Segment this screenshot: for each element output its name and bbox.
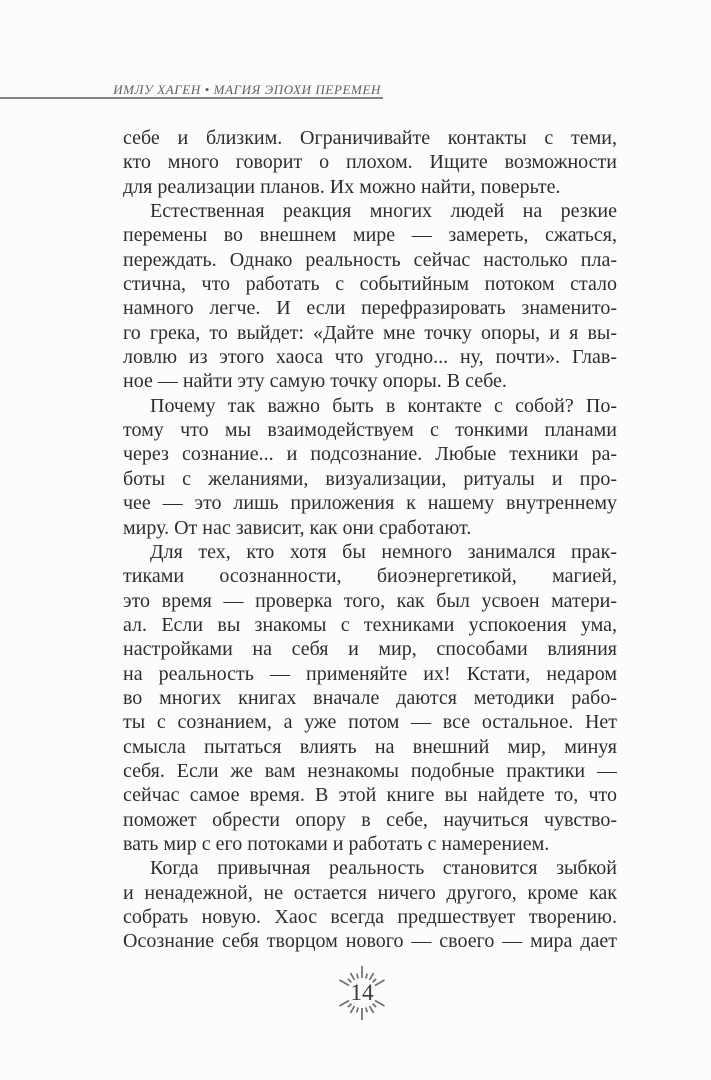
- text-line: тому что мы взаимодействуем с тонкими планами: [123, 419, 617, 442]
- text-line: ловлю из этого хаоса что угодно... ну, почти». Глав-: [123, 346, 617, 369]
- running-head: ИМЛУ ХАГЕН • МАГИЯ ЭПОХИ ПЕРЕМЕН: [113, 82, 381, 97]
- text-line: собрать новую. Хаос всегда предшествует творению.: [123, 906, 617, 928]
- text-line: сейчас самое время. В этой книге вы найдете то, что: [123, 784, 617, 807]
- page-footer: [325, 956, 399, 1030]
- text-line: Осознание себя творцом нового — своего — мира дает: [123, 930, 617, 953]
- text-line: Почему так важно быть в контакте с собой? По-: [150, 394, 617, 417]
- text-line: стична, что работать с событийным потоком стало: [123, 273, 617, 296]
- text-line: намного легче. И если перефразировать знаменито-: [123, 297, 617, 320]
- text-line: кто много говорит о плохом. Ищите возможности: [123, 151, 617, 174]
- text-line: чее — это лишь приложения к нашему внутреннему: [123, 492, 617, 515]
- text-line: Естественная реакция многих людей на резкие: [150, 200, 617, 223]
- header-rule: [0, 97, 383, 99]
- text-line: и ненадежной, не остается ничего другого, кроме как: [123, 881, 617, 904]
- text-line: Когда привычная реальность становится зыбкой: [150, 857, 617, 880]
- text-line: себе и близким. Ограничивайте контакты с теми,: [123, 127, 617, 149]
- text-line: смысла пытаться влиять на внешний мир, минуя: [123, 735, 617, 758]
- text-line: себя. Если же вам незнакомы подобные практики —: [123, 759, 617, 782]
- page-body: [123, 126, 617, 954]
- text-line: настройками на себя и мир, способами влияния: [123, 638, 617, 661]
- text-line: переждать. Однако реальность сейчас настолько пла-: [123, 248, 617, 271]
- page-number: 14: [350, 980, 374, 1005]
- text-line: го грека, то выйдет: «Дайте мне точку опоры, и я вы-: [123, 321, 617, 344]
- page-number-ornament: [325, 956, 399, 1030]
- text-line: Для тех, кто хотя бы немного занимался прак-: [150, 540, 617, 563]
- text-line: это время — проверка того, как был усвоен матери-: [123, 589, 617, 612]
- text-line: на реальность — применяйте их! Кстати, недаром: [123, 662, 617, 685]
- text-line: во многих книгах вначале даются методики рабо-: [123, 686, 617, 709]
- text-line: для реализации планов. Их можно найти, поверьте.: [123, 175, 561, 198]
- text-line: тиками осознанности, биоэнергетикой, магией,: [123, 565, 617, 588]
- text-line: поможет обрести опору в себе, научиться чувство-: [123, 808, 617, 831]
- text-line: перемены во внешнем мире — замереть, сжаться,: [123, 224, 617, 247]
- text-line: боты с желаниями, визуализации, ритуалы и про-: [123, 467, 617, 490]
- text-line: ное — найти эту самую точку опоры. В себе.: [123, 370, 507, 393]
- text-line: миру. От нас зависит, как они сработают.: [123, 516, 472, 539]
- text-line: ал. Если вы знакомы с техниками успокоения ума,: [123, 613, 617, 636]
- text-line: ты с сознанием, а уже потом — все остальное. Нет: [123, 711, 617, 734]
- text-line: через сознание... и подсознание. Любые техники ра-: [123, 443, 617, 466]
- text-line: вать мир с его потоками и работать с намерением.: [123, 832, 550, 855]
